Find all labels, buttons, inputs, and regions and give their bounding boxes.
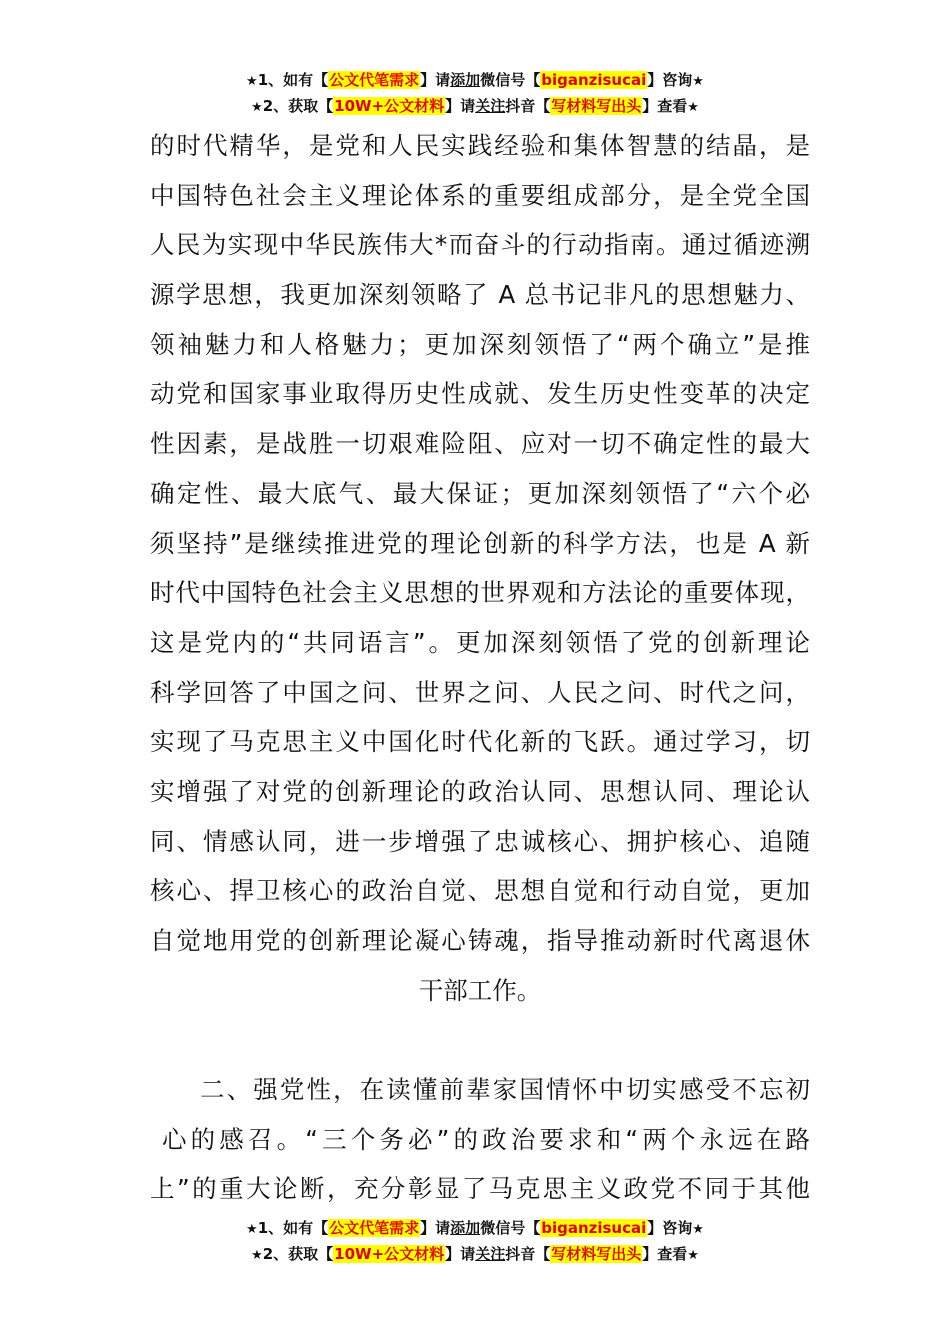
highlight-text: biganzisucai [541, 71, 647, 89]
underlined-text: 关注 [475, 97, 506, 115]
star-icon: ★ [687, 1248, 699, 1263]
banner-text: 微信号【 [480, 71, 541, 89]
star-icon: ★ [692, 1222, 704, 1237]
banner-line-2 [0, 94, 950, 120]
body-line: 这是党内的“共同语言”。更加深刻领悟了党的创新理论 [150, 627, 810, 657]
banner-line-2 [0, 1242, 950, 1268]
body-line: 核心、捍卫核心的政治自觉、思想自觉和行动自觉，更加 [150, 876, 810, 906]
paragraph-last-line: 干部工作。 [418, 975, 542, 1005]
star-icon: ★ [251, 100, 263, 115]
body-line: 的时代精华，是党和人民实践经验和集体智慧的结晶，是 [150, 131, 810, 160]
highlight-text: 10W+公文材料 [334, 1245, 445, 1263]
body-line: 人民为实现中华民族伟大*而奋斗的行动指南。通过循迹溯 [150, 230, 810, 260]
highlight-text: 写材料写出头 [551, 97, 642, 115]
highlight-text: biganzisucai [541, 1219, 647, 1237]
banner-text: 】请 [445, 1245, 476, 1263]
banner-text: 抖音【 [505, 1245, 551, 1263]
banner-text: 2、获取【 [262, 1245, 334, 1263]
banner-line-1 [0, 68, 950, 94]
banner-text: 】咨询 [647, 1219, 693, 1237]
banner-text: 】请 [420, 1219, 451, 1237]
body-line: 中国特色社会主义理论体系的重要组成部分，是全党全国 [150, 180, 810, 210]
body-line: 性因素，是战胜一切艰难险阻、应对一切不确定性的最大 [150, 429, 810, 459]
body-line: 实增强了对党的创新理论的政治认同、思想认同、理论认 [150, 776, 810, 806]
body-line: 源学思想，我更加深刻领略了 A 总书记非凡的思想魅力、 [150, 280, 810, 310]
banner-text: 微信号【 [480, 1219, 541, 1237]
document-body [150, 121, 810, 1214]
banner-text: 抖音【 [505, 97, 551, 115]
body-line: 动党和国家事业取得历史性成就、发生历史性变革的决定 [150, 379, 810, 409]
banner-text: 】请 [420, 71, 451, 89]
paragraph-gap [150, 1015, 810, 1065]
banner-text: 】请 [445, 97, 476, 115]
footer-banner [0, 1216, 950, 1268]
body-line: 实现了马克思主义中国化时代化新的飞跃。通过学习，切 [150, 727, 810, 757]
banner-text: 1、如有【 [257, 1219, 329, 1237]
star-icon: ★ [692, 74, 704, 89]
body-line: 须坚持”是继续推进党的理论创新的科学方法，也是 A 新 [150, 528, 810, 558]
header-banner [0, 68, 950, 120]
highlight-text: 写材料写出头 [551, 1245, 642, 1263]
underlined-text: 添加 [450, 1219, 481, 1237]
banner-text: 】查看 [642, 1245, 688, 1263]
highlight-text: 公文代笔需求 [329, 71, 420, 89]
highlight-text: 公文代笔需求 [329, 1219, 420, 1237]
body-line: 心的感召。“三个务必”的政治要求和“两个永远在路 [162, 1124, 810, 1154]
banner-line-1 [0, 1216, 950, 1242]
body-line: 科学回答了中国之问、世界之问、人民之问、时代之问， [150, 677, 810, 707]
banner-text: 】咨询 [647, 71, 693, 89]
banner-text: 】查看 [642, 97, 688, 115]
body-line: 自觉地用党的创新理论凝心铸魂，指导推动新时代离退休 [150, 926, 810, 955]
underlined-text: 添加 [450, 71, 481, 89]
body-line: 上”的重大论断，充分彰显了马克思主义政党不同于其他 [150, 1174, 810, 1204]
body-line: 领袖魅力和人格魅力；更加深刻领悟了“两个确立”是推 [150, 329, 810, 359]
banner-text: 1、如有【 [257, 71, 329, 89]
body-line: 时代中国特色社会主义思想的世界观和方法论的重要体现， [150, 578, 810, 608]
highlight-text: 10W+公文材料 [334, 97, 445, 115]
star-icon: ★ [687, 100, 699, 115]
star-icon: ★ [246, 74, 258, 89]
body-line: 同、情感认同，进一步增强了忠诚核心、拥护核心、追随 [150, 826, 810, 856]
star-icon: ★ [251, 1248, 263, 1263]
star-icon: ★ [246, 1222, 258, 1237]
underlined-text: 关注 [475, 1245, 506, 1263]
body-line: 确定性、最大底气、最大保证；更加深刻领悟了“六个必 [150, 478, 810, 508]
banner-text: 2、获取【 [262, 97, 334, 115]
section-heading-line: 二、强党性，在读懂前辈家国情怀中切实感受不忘初 [200, 1075, 810, 1105]
